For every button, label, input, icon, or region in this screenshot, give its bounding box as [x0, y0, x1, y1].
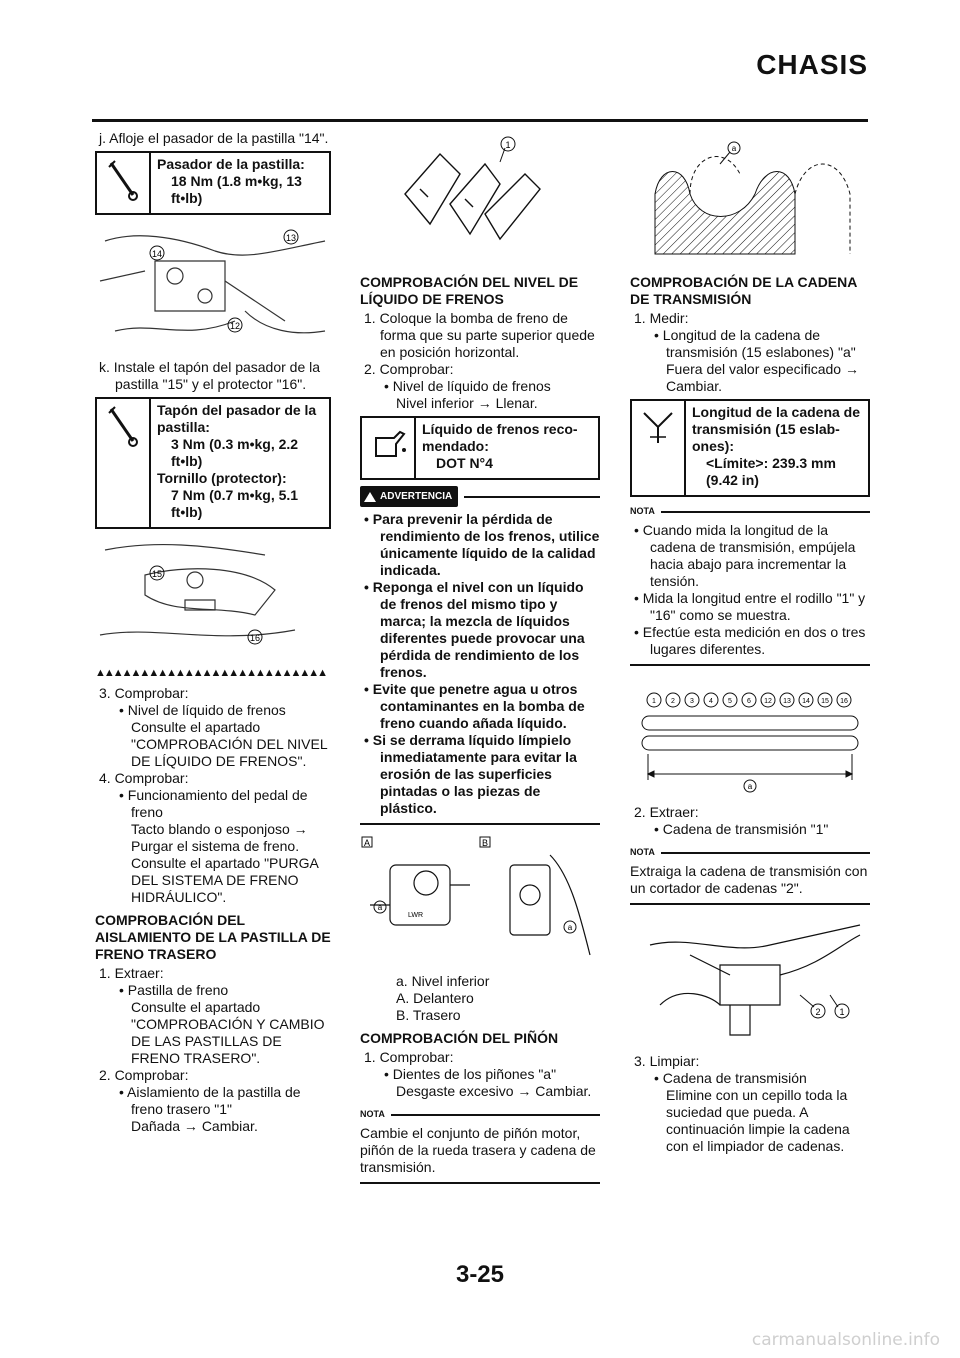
caption-B: B. Trasero	[396, 1007, 461, 1023]
step-j: j. Afloje el pasador de la pastilla "14".	[99, 130, 329, 146]
note-end-rule	[630, 664, 870, 666]
page-number: 3-25	[455, 1261, 505, 1288]
triangle-separator: ▲▲▲▲▲▲▲▲▲▲▲▲▲▲▲▲▲▲▲▲▲▲▲▲▲▲	[95, 667, 327, 679]
extract-chain-2: 2. Extraer:	[634, 804, 699, 820]
step-3: 3. Comprobar:	[99, 685, 189, 701]
spec2-line3: 3 Nm (0.3 m•kg, 2.2	[171, 436, 299, 452]
fluid-step-1: 1. Coloque la bomba de freno de forma que su parte superior quede en posición horizontal.	[364, 310, 595, 360]
warning-item-1: • Para prevenir la pérdida de rendimiento de los frenos, utilice únicamente líquido de la calidad indicada.	[364, 511, 600, 578]
step-4: 4. Comprobar:	[99, 770, 189, 786]
sprocket-step-1b: Desgaste excesivo → Cambiar.	[396, 1083, 592, 1099]
fluid-spec-line3: DOT N°4	[436, 455, 493, 471]
torque-wrench-icon	[97, 399, 151, 527]
chain-link-callout: 13	[783, 698, 791, 705]
chain-link-callout: 4	[709, 698, 713, 705]
lwr-mark: LWR	[408, 912, 424, 919]
caliper-figure-1	[95, 221, 331, 355]
fluid-spec-line2: mendado:	[422, 438, 489, 454]
section-heading-insulation: COMPROBACIÓN DEL AISLAMIENTO DE LA PASTILLA DE FRENO TRASERO	[95, 912, 331, 962]
spec2-line7: ft•lb)	[171, 504, 203, 520]
callout-16: 16	[249, 633, 261, 643]
step-3b: Consulte el apartado "COMPROBACIÓN DEL NIVEL DE LÍQUIDO DE FRENOS".	[131, 719, 328, 769]
warning-label: ADVERTENCIA	[380, 491, 453, 502]
spec2-line4: ft•lb)	[171, 453, 203, 469]
chain-link-callout: 1	[652, 698, 656, 705]
step-4b: Tacto blando o esponjoso → Purgar el sistema de freno.	[131, 821, 308, 854]
chain-link-callout: 5	[728, 698, 732, 705]
spec2-line2: pastilla:	[157, 419, 210, 435]
spec1-line1: Pasador de la pastilla:	[157, 156, 305, 172]
check-2b: Dañada → Cambiar.	[131, 1118, 258, 1134]
spec2-line6: 7 Nm (0.7 m•kg, 5.1	[171, 487, 299, 503]
note-bar	[360, 1106, 600, 1123]
caliper-gauge-icon	[632, 401, 686, 495]
torque-spec-box-1	[95, 151, 331, 215]
chain-link-callout: 6	[747, 698, 751, 705]
callout-14: 14	[151, 249, 163, 259]
callout-a-front: a	[377, 903, 383, 912]
column-3	[630, 130, 870, 1155]
chain-link-callout: 2	[671, 698, 675, 705]
column-1	[95, 130, 331, 1135]
watermark: carmanualsonline.info	[751, 1330, 940, 1350]
chain-spec-line2: transmisión (15 eslab-	[692, 421, 840, 437]
callout-1-chain: 1	[839, 1007, 845, 1017]
caption-A: A. Delantero	[396, 990, 474, 1006]
callout-12: 12	[229, 321, 241, 331]
note-end-rule	[630, 903, 870, 905]
chain-note-2: • Mida la longitud entre el rodillo "1" y "16" como se muestra.	[634, 590, 866, 623]
extract-1: 1. Extraer:	[99, 965, 164, 981]
warning-bar	[360, 486, 600, 507]
spec2-line1: Tapón del pasador de la	[157, 402, 317, 418]
callout-a-length: a	[747, 782, 753, 791]
torque-wrench-icon	[97, 153, 151, 213]
callout-15: 15	[151, 569, 163, 579]
note-end-rule	[360, 1182, 600, 1184]
sprocket-step-1a: • Dientes de los piñones "a"	[384, 1066, 557, 1082]
spec1-line3: ft•lb)	[171, 190, 203, 206]
extract-1b: Consulte el apartado "COMPROBACIÓN Y CAMBIO DE LAS PASTILLAS DE FRENO TRASERO".	[131, 999, 325, 1066]
callout-1: 1	[505, 140, 511, 150]
chain-length-figure	[630, 676, 870, 800]
chain-cutter-figure	[630, 915, 870, 1049]
section-heading-brake-fluid: COMPROBACIÓN DEL NIVEL DE LÍQUIDO DE FRENOS	[360, 274, 579, 307]
spec2-line5: Tornillo (protector):	[157, 470, 287, 486]
chain-spec-line3: ones):	[692, 438, 734, 454]
reservoir-figure	[360, 835, 600, 969]
check-2: 2. Comprobar:	[99, 1067, 189, 1083]
chain-note-4: Extraiga la cadena de transmisión con un cortador de cadenas "2".	[630, 863, 868, 896]
note-label: NOTA	[360, 1109, 385, 1119]
fluid-spec-line1: Líquido de frenos reco-	[422, 421, 578, 437]
header-rule	[92, 119, 868, 122]
warning-badge	[360, 486, 458, 507]
step-4a: • Funcionamiento del pedal de freno	[119, 787, 308, 820]
chain-link-callout: 16	[840, 698, 848, 705]
section-heading-sprocket: COMPROBACIÓN DEL PIÑÓN	[360, 1030, 559, 1046]
warning-item-2: • Reponga el nivel con un líquido de frenos del mismo tipo y marca; la mezcla de líquidos diferentes puede provocar una pérdida de rendimiento de los frenos.	[364, 579, 585, 680]
measure-1b: Fuera del valor especificado → Cambiar.	[666, 361, 859, 394]
chain-spec-line4: <Límite>: 239.3 mm	[706, 455, 836, 471]
measure-1a: • Longitud de la cadena de transmisión (15 eslabones) "a"	[654, 327, 856, 360]
chain-note-3: • Efectúe esta medición en dos o tres lugares diferentes.	[634, 624, 866, 657]
label-B: B	[481, 838, 489, 848]
note-label: NOTA	[630, 506, 655, 516]
chain-link-callout: 12	[764, 698, 772, 705]
brake-pads-figure	[360, 134, 600, 268]
torque-spec-box-2	[95, 397, 331, 529]
section-heading-chain: COMPROBACIÓN DE LA CADENA DE TRANSMISIÓN	[630, 274, 857, 307]
chain-spec-line5: (9.42 in)	[706, 472, 759, 488]
note-text: Cambie el conjunto de piñón motor, piñón de la rueda trasera y cadena de transmisión.	[360, 1125, 596, 1175]
fluid-step-2: 2. Comprobar:	[364, 361, 454, 377]
chain-note-1: • Cuando mida la longitud de la cadena de transmisión, empújela hacia abajo para incrementar la tensión.	[634, 522, 856, 589]
chain-link-callout: 3	[690, 698, 694, 705]
callout-a-rear: a	[567, 923, 573, 932]
measure-1: 1. Medir:	[634, 310, 689, 326]
extract-1a: • Pastilla de freno	[119, 982, 229, 998]
note-label: NOTA	[630, 847, 655, 857]
callout-a: a	[731, 144, 737, 153]
warning-triangle-icon	[364, 492, 376, 502]
step-k: k. Instale el tapón del pasador de la pastilla "15" y el protector "16".	[99, 359, 321, 392]
fluid-spec-box	[360, 416, 600, 480]
chain-link-callout: 15	[821, 698, 829, 705]
extract-chain-2a: • Cadena de transmisión "1"	[654, 821, 829, 837]
sprocket-step-1: 1. Comprobar:	[364, 1049, 454, 1065]
warning-end-rule	[360, 823, 600, 825]
step-4c: Consulte el apartado "PURGA DEL SISTEMA DE FRENO HIDRÁULICO".	[131, 855, 319, 905]
callout-13: 13	[285, 233, 297, 243]
page-title: CHASIS	[756, 49, 868, 80]
spec1-line2: 18 Nm (1.8 m•kg, 13	[171, 173, 302, 189]
chain-spec-line1: Longitud de la cadena de	[692, 404, 861, 420]
sprocket-teeth-figure	[630, 134, 870, 268]
check-2a: • Aislamiento de la pastilla de freno trasero "1"	[119, 1084, 301, 1117]
chain-spec-box	[630, 399, 870, 497]
note-bar	[630, 503, 870, 520]
caliper-figure-2	[95, 535, 331, 659]
note-bar	[630, 844, 870, 861]
clean-3b: Elimine con un cepillo toda la suciedad que pueda. A continuación limpie la cadena con el limpiador de cadenas.	[666, 1087, 850, 1154]
caption-a: a. Nivel inferior	[396, 973, 490, 989]
fluid-step-2b: Nivel inferior → Llenar.	[396, 395, 538, 411]
warning-item-3: • Evite que penetre agua u otros contaminantes en la bomba de freno cuando añada líquido.	[364, 681, 585, 731]
fluid-step-2a: • Nivel de líquido de frenos	[384, 378, 551, 394]
oil-can-icon	[362, 418, 416, 478]
clean-3: 3. Limpiar:	[634, 1053, 700, 1069]
step-3a: • Nivel de líquido de frenos	[119, 702, 286, 718]
warning-item-4: • Si se derrama líquido límpielo inmediatamente para evitar la erosión de las superficies pintadas o las piezas de plástico.	[364, 732, 577, 816]
column-2	[360, 130, 600, 1194]
clean-3a: • Cadena de transmisión	[654, 1070, 807, 1086]
chain-link-callout: 14	[802, 698, 810, 705]
label-A: A	[363, 838, 371, 848]
callout-2: 2	[815, 1007, 821, 1017]
